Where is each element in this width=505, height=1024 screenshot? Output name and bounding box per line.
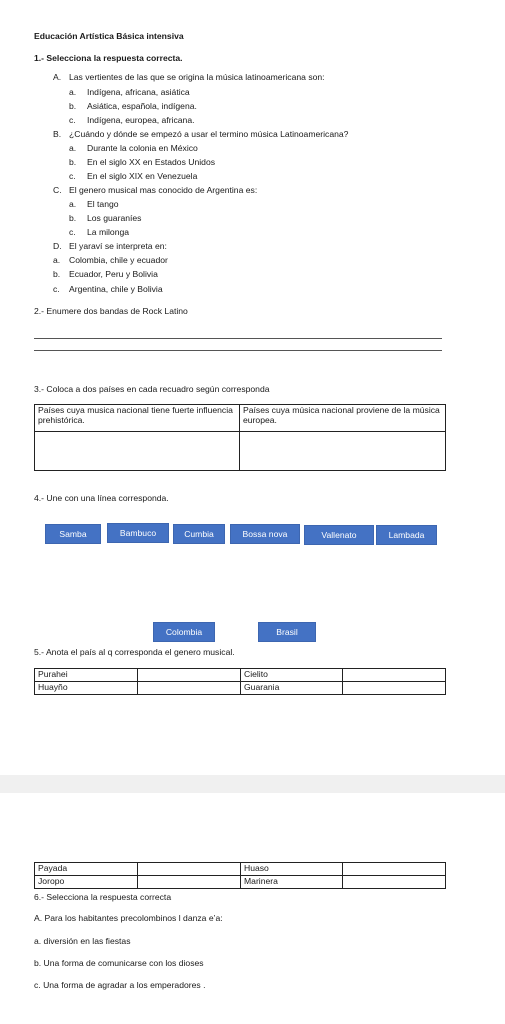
q1-b-option-label: b. [69, 157, 77, 167]
q5-genre-table-continued [34, 862, 446, 889]
q1-d-option-text: Colombia, chile y ecuador [69, 255, 168, 265]
q1-c-option-label: a. [69, 199, 77, 209]
q1-d-label: D. [53, 241, 62, 251]
q1-c-option-label: b. [69, 213, 77, 223]
q1-a-label: A. [53, 72, 62, 82]
country-answer-cell[interactable] [343, 669, 446, 682]
country-answer-cell[interactable] [343, 863, 446, 876]
country-box-colombia[interactable]: Colombia [153, 622, 215, 642]
q1-a-option-label: c. [69, 115, 76, 125]
country-answer-cell[interactable] [138, 669, 241, 682]
genre-cell: Purahei [35, 669, 138, 682]
q4-heading: 4.- Une con una línea corresponda. [34, 493, 169, 503]
genre-box-vallenato[interactable]: Vallenato [304, 525, 374, 545]
genre-cell: Cielito [241, 669, 343, 682]
country-answer-cell[interactable] [343, 682, 446, 695]
q6-option[interactable]: c. Una forma de agradar a los emperadores . [34, 980, 206, 990]
country-answer-cell[interactable] [138, 876, 241, 889]
q1-c-option-text: Los guaraníes [87, 213, 142, 223]
q1-c-option-label: c. [69, 227, 76, 237]
q1-d-option-text: Argentina, chile y Bolivia [69, 284, 163, 294]
q1-d-option-label: b. [53, 269, 61, 279]
q1-b-label: B. [53, 129, 62, 139]
genre-cell: Huaso [241, 863, 343, 876]
genre-box-lambada[interactable]: Lambada [376, 525, 437, 545]
q1-b-option-text: En el siglo XX en Estados Unidos [87, 157, 216, 167]
q6-option[interactable]: a. diversión en las fiestas [34, 936, 131, 946]
q1-heading: 1.- Selecciona la respuesta correcta. [34, 53, 183, 63]
q5-genre-table [34, 668, 446, 695]
q1-b-option-label: a. [69, 143, 77, 153]
q1-d-option-text: Ecuador, Peru y Bolivia [69, 269, 158, 279]
q1-d-option-label: c. [53, 284, 60, 294]
genre-box-bambuco[interactable]: Bambuco [107, 523, 169, 543]
q1-a-option-label: a. [69, 87, 77, 97]
q2-heading: 2.- Enumere dos bandas de Rock Latino [34, 306, 188, 316]
q5-heading: 5.- Anota el país al q corresponda el genero musical. [34, 647, 235, 657]
q1-a-option-text: Indígena, europea, africana. [87, 115, 195, 125]
q3-column-header: Países cuya musica nacional tiene fuerte influencia prehistórica. [35, 405, 240, 432]
q3-column-header: Países cuya música nacional proviene de la música europea. [240, 405, 446, 432]
genre-cell: Guarania [241, 682, 343, 695]
genre-cell: Marinera [241, 876, 343, 889]
genre-cell: Joropo [35, 876, 138, 889]
q6-heading: 6.- Selecciona la respuesta correcta [34, 892, 172, 902]
q1-c-option-text: La milonga [87, 227, 130, 237]
country-answer-cell[interactable] [138, 682, 241, 695]
genre-cell: Payada [35, 863, 138, 876]
q1-a-option-label: b. [69, 101, 77, 111]
q6-question: A. Para los habitantes precolombinos l danza e’a: [34, 913, 223, 923]
q3-heading: 3.- Coloca a dos países en cada recuadro según corresponda [34, 384, 270, 394]
country-answer-cell[interactable] [343, 876, 446, 889]
q1-d-option-label: a. [53, 255, 61, 265]
q3-countries-table [34, 404, 446, 471]
q1-a-option-text: Indígena, africana, asiática [87, 87, 190, 97]
answer-line[interactable] [34, 338, 442, 339]
q1-c-question: El genero musical mas conocido de Argentina es: [69, 185, 258, 195]
q1-a-question: Las vertientes de las que se origina la música latinoamericana son: [69, 72, 325, 82]
country-box-brasil[interactable]: Brasil [258, 622, 316, 642]
q1-d-question: El yaraví se interpreta en: [69, 241, 167, 251]
q1-b-question: ¿Cuándo y dónde se empezó a usar el termino música Latinoamericana? [69, 129, 349, 139]
genre-box-samba[interactable]: Samba [45, 524, 101, 544]
genre-box-cumbia[interactable]: Cumbia [173, 524, 225, 544]
answer-line[interactable] [34, 350, 442, 351]
q1-c-option-text: El tango [87, 199, 119, 209]
q6-option[interactable]: b. Una forma de comunicarse con los dioses [34, 958, 204, 968]
page-break [0, 775, 505, 793]
q3-answer-cell[interactable] [35, 432, 240, 471]
q3-answer-cell[interactable] [240, 432, 446, 471]
genre-cell: Huayño [35, 682, 138, 695]
q1-b-option-text: Durante la colonia en México [87, 143, 198, 153]
q1-c-label: C. [53, 185, 62, 195]
country-answer-cell[interactable] [138, 863, 241, 876]
genre-box-bossa-nova[interactable]: Bossa nova [230, 524, 300, 544]
q1-b-option-label: c. [69, 171, 76, 181]
document-title: Educación Artística Básica intensiva [34, 31, 184, 41]
q1-a-option-text: Asiática, española, indígena. [87, 101, 197, 111]
q1-b-option-text: En el siglo XIX en Venezuela [87, 171, 198, 181]
